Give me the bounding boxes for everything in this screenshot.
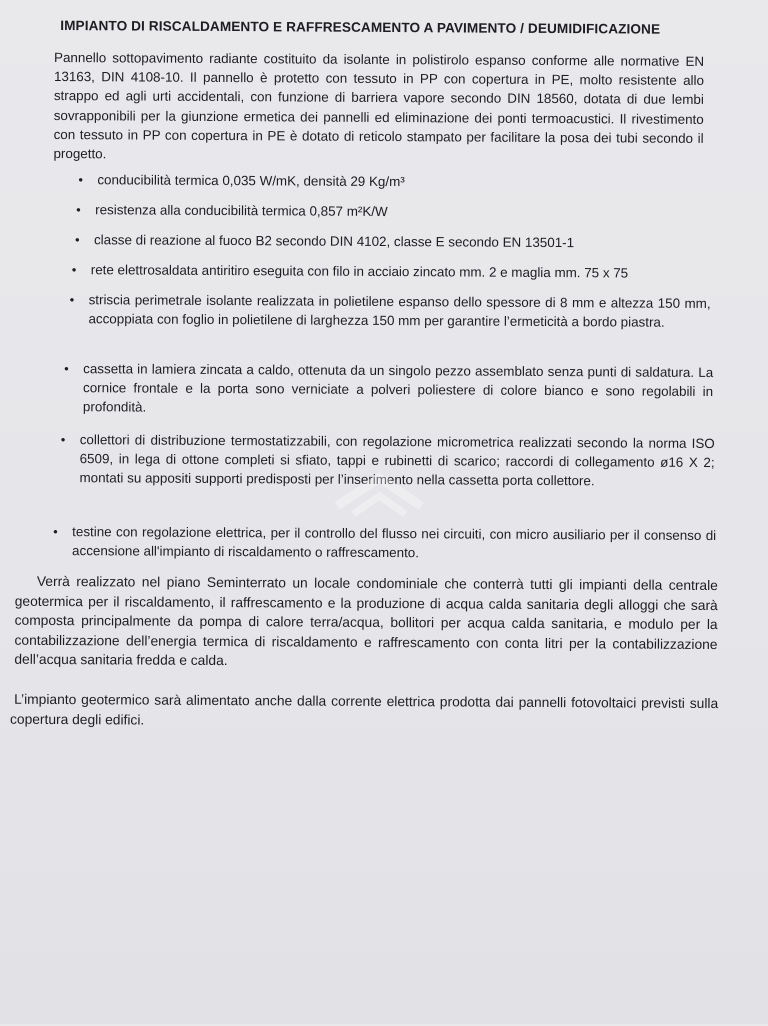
house-watermark-icon [329,470,429,541]
bullet-text: testine con regolazione elettrica, per il controllo del flusso nei circuiti, con micro ausiliario per il consenso di accensione all'impianto di riscaldamento o raffrescamento. [72,524,717,561]
bullet-dot-icon: • [60,432,66,448]
document-title: IMPIANTO DI RISCALDAMENTO E RAFFRESCAMENTO A PAVIMENTO / DEUMIDIFICAZIONE [60,18,661,37]
intro-paragraph: Pannello sottopavimento radiante costituito da isolante in polistirolo espanso conforme alle normative EN 13163, DIN 4108-10. Il pannello è protetto con tessuto in PP con copertura in PE, molto resistente allo strappo ed agli urti accidentali, con funzione di barriera vapore secondo DIN 18560, dotata di due lembi sovrapponibili per la giunzione ermetica dei pannelli ed eliminazione dei ponti termoacustici. Il rivestimento con tessuto in PP con copertura in PE è dotato di reticolo stampato per facilitare la posa dei tubi secondo il progetto. [53,49,705,162]
bullet-item [69,290,711,332]
bullet-text: cassetta in lamiera zincata a caldo, ottenuta da un singolo pezzo assemblato senza punti di saldatura. La cornice frontale e la porta sono verniciate a polveri poliestere di colore bianco e sono regolabili in profondità. [82,361,714,415]
bullet-text: classe di reazione al fuoco B2 secondo DIN 4102, classe E secondo EN 13501-1 [93,232,575,251]
bullet-dot-icon: • [69,292,75,308]
bullet-item [64,359,714,420]
bullet-text: rete elettrosaldata antiritiro eseguita con filo in acciaio zincato mm. 2 e maglia mm. 75 x 75 [90,262,629,281]
bullet-dot-icon: • [53,523,58,540]
bullet-dot-icon: • [78,172,83,188]
seminterrato-paragraph: Verrà realizzato nel piano Seminterrato un locale condominiale che conterrà tutti gli impianti della centrale geotermica per il riscaldamento, il raffrescamento e la produzione di acqua calda sanitaria degli alloggi che sarà composta principalmente da pompa di calore terra/acqua, bollitori per acqua calda sanitaria, e modulo per la contabilizzazione dell’energia termica di riscaldamento e raffrescamento con conta litri per la contabilizzazione dell’acqua sanitaria fredda e calda. [14,573,718,669]
bullet-text: striscia perimetrale isolante realizzata in polietilene espanso dello spessore di 8 mm e altezza 150 mm, accoppiata con foglio in polietilene di larghezza 150 mm per garantire l’ermeticità a bordo piastra. [88,292,711,330]
bullet-dot-icon: • [64,361,69,377]
bullet-dot-icon: • [74,232,80,248]
bullet-item [78,170,697,193]
bullet-text: conducibilità termica 0,035 W/mK, densità 29 Kg/m³ [97,172,405,190]
bullet-text: resistenza alla conducibilità termica 0,857 m²K/W [95,202,388,220]
bullet-item [71,260,721,283]
geotermico-paragraph: L’impianto geotermico sarà alimentato anche dalla corrente elettrica prodotta dai pannelli fotovoltaici previsti sulla copertura degli edifici. [10,691,719,728]
bullet-text: collettori di distribuzione termostatizzabili, con regolazione micrometrica realizzati secondo la norma ISO 6509, in lega di ottone completi si sfiato, tappi e rubinetti di scarico; raccordi di collegamento ø16 X 2; montati su appositi supporti predisposti per l’inserimento nella cassetta porta collettore. [79,432,715,489]
bullet-item [76,200,695,223]
bullet-dot-icon: • [76,202,81,218]
bullet-item [74,230,704,253]
bullet-dot-icon: • [71,262,77,278]
